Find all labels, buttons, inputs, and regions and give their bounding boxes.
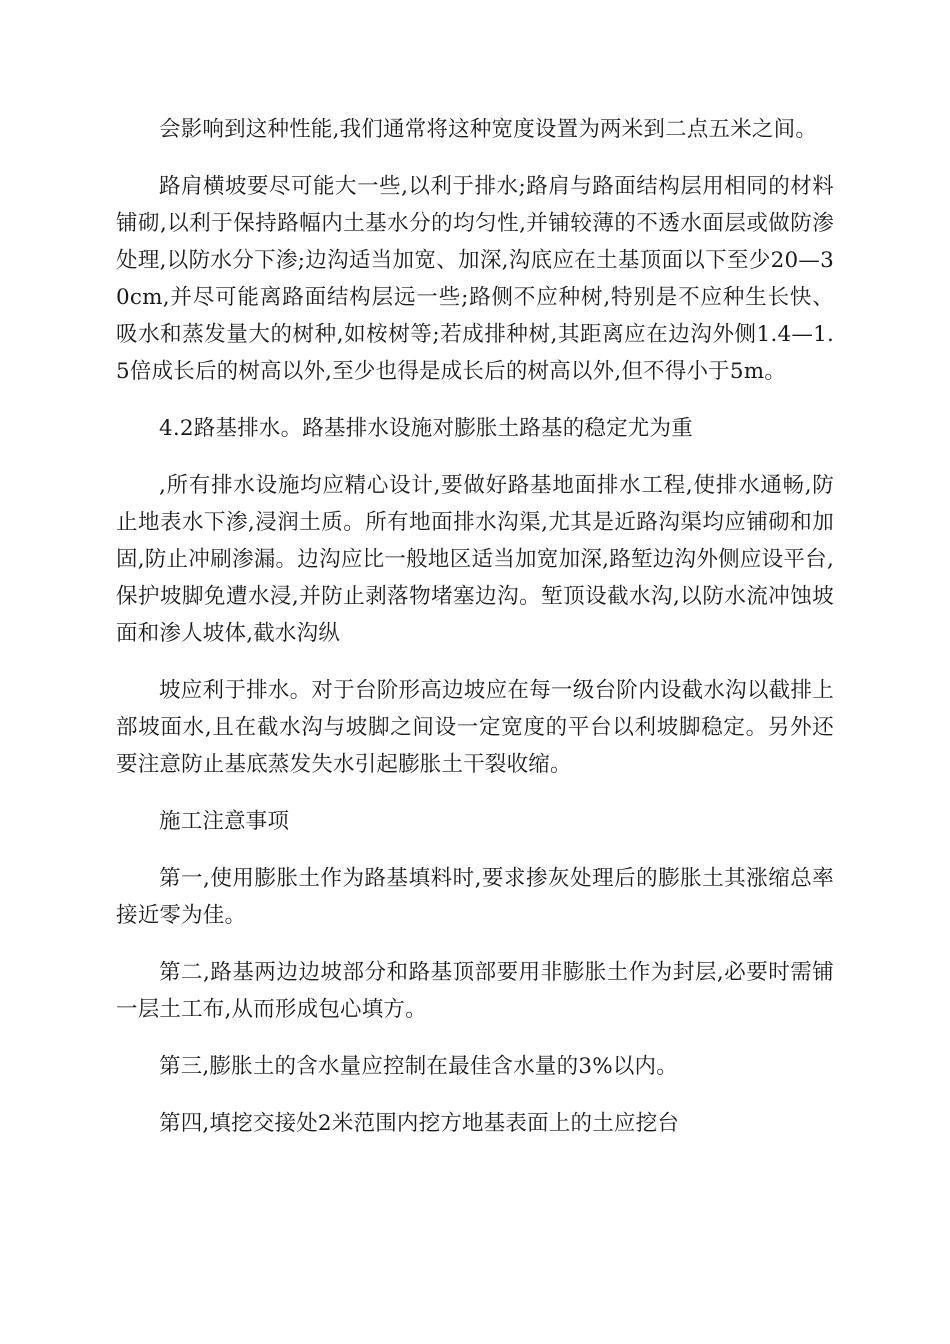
paragraph-shoulder-width: 会影响到这种性能,我们通常将这种宽度设置为两米到二点五米之间。 bbox=[159, 117, 818, 142]
paragraph-note-third: 第三,膨胀土的含水量应控制在最佳含水量的3%以内。 bbox=[159, 1054, 678, 1079]
document-body bbox=[116, 111, 834, 1162]
paragraph-note-first: 第一,使用膨胀土作为路基填料时,要求掺灰处理后的膨胀土其涨缩总率接近零为佳。 bbox=[116, 866, 834, 928]
paragraph-drainage-facilities: ,所有排水设施均应精心设计,要做好路基地面排水工程,使排水通畅,防止地表水下渗,浸润土质。所有地面排水沟渠,尤其是近路沟渠均应铺砌和加固,防止冲刷渗漏。边沟应比一般地区适当加宽加深,路堑边沟外侧应设平台,保护坡脚免遭水浸,并防止剥落物堵塞边沟。堑顶设截水沟,以防水流冲蚀坡面和渗人坡体,截水沟纵 bbox=[116, 473, 834, 646]
paragraph-slope-drainage: 坡应利于排水。对于台阶形高边坡应在每一级台阶内设截水沟以截排上部坡面水,且在截水沟与坡脚之间设一定宽度的平台以利坡脚稳定。另外还要注意防止基底蒸发失水引起膨胀土干裂收缩。 bbox=[116, 678, 834, 777]
paragraph-shoulder-slope: 路肩横坡要尽可能大一些,以利于排水;路肩与路面结构层用相同的材料铺砌,以利于保持路幅内土基水分的均匀性,并铺较薄的不透水面层或做防渗处理,以防水分下渗;边沟适当加宽、加深,沟底应在土基顶面以下至少20—30cm,并尽可能离路面结构层远一些;路侧不应种树,特别是不应种生长快、吸水和蒸发量大的树种,如桉树等;若成排种树,其距离应在边沟外侧1.4—1.5倍成长后的树高以外,至少也得是成长后的树高以外,但不得小于5m。 bbox=[116, 174, 834, 384]
paragraph-note-fourth: 第四,填挖交接处2米范围内挖方地基表面上的土应挖台 bbox=[159, 1111, 680, 1136]
paragraph-note-second: 第二,路基两边边坡部分和路基顶部要用非膨胀土作为封层,必要时需铺一层土工布,从而形成包心填方。 bbox=[116, 960, 834, 1022]
paragraph-subgrade-drainage-title: 4.2路基排水。路基排水设施对膨胀土路基的稳定尤为重 bbox=[159, 416, 693, 441]
section-heading-construction-notes: 施工注意事项 bbox=[159, 809, 290, 834]
